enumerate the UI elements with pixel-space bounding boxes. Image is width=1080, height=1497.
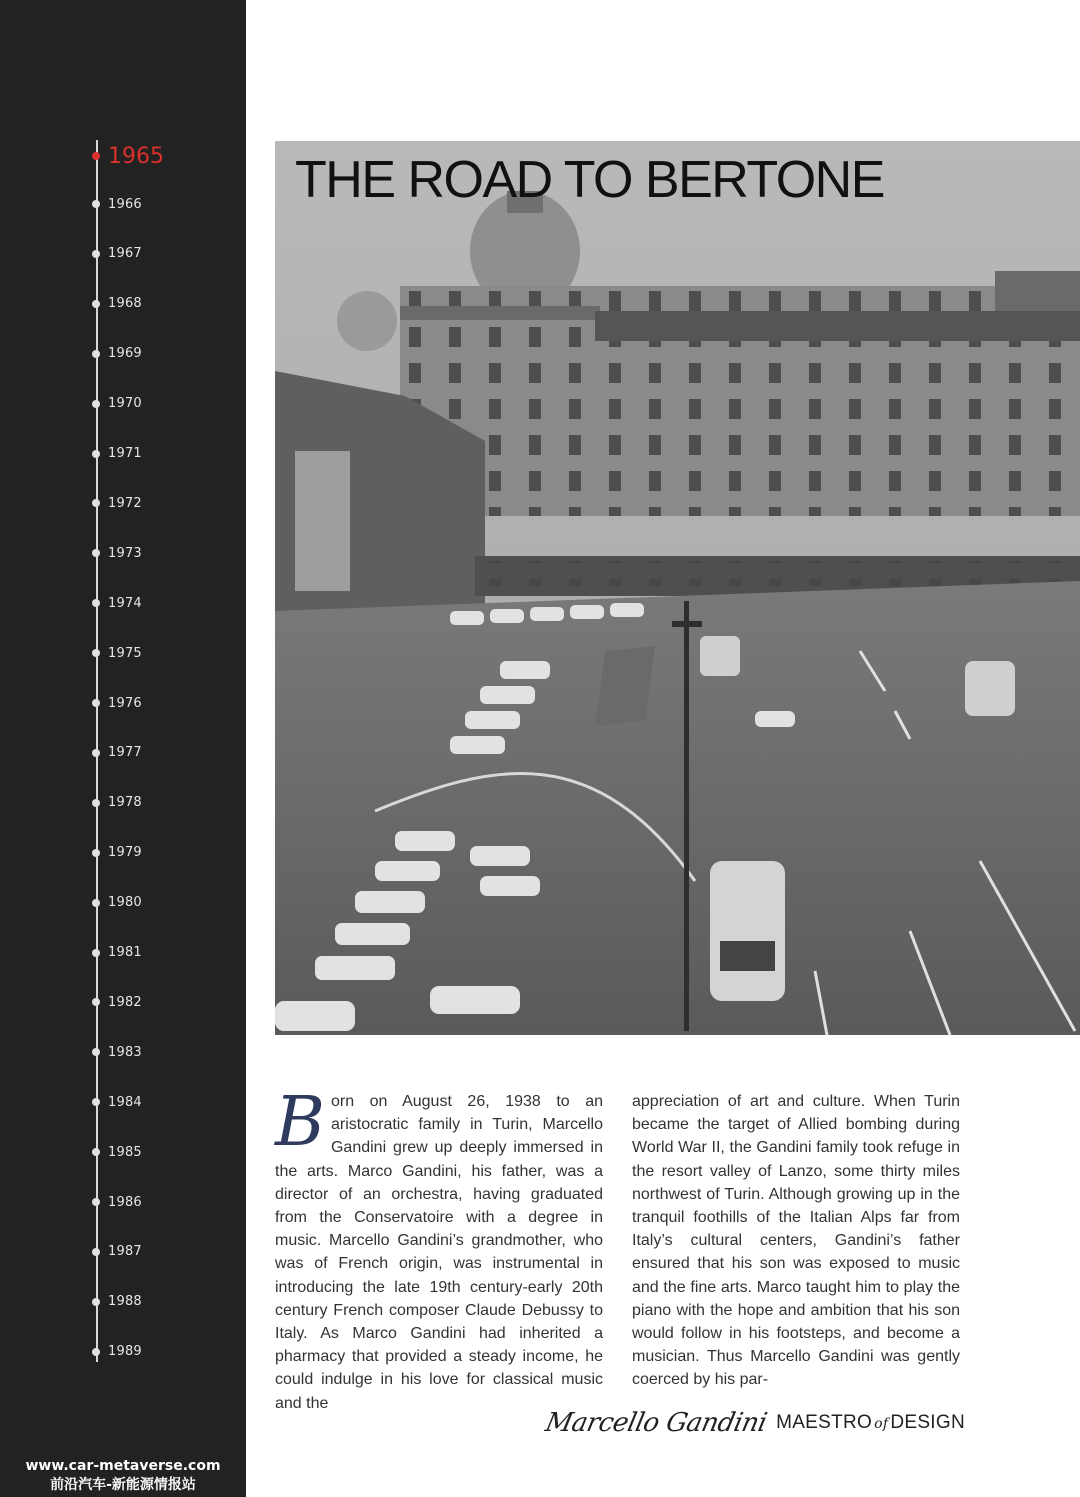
timeline-year-label: 1975 [108,645,142,661]
timeline-year[interactable] [92,493,142,513]
watermark [0,1456,246,1494]
signature-logo: Marcello Gandini [542,1408,770,1438]
timeline-year[interactable] [92,943,142,963]
timeline-year-active[interactable] [92,143,164,169]
timeline-year[interactable] [92,1292,142,1312]
timeline-year-label: 1986 [108,1194,142,1210]
article-column-1 [275,1083,603,1415]
timeline-year[interactable] [92,344,142,364]
brand-right: DESIGN [890,1412,965,1433]
timeline-dot [92,1248,100,1256]
timeline-year[interactable] [92,743,142,763]
timeline-year-label: 1983 [108,1044,142,1060]
timeline-year-label: 1988 [108,1294,142,1310]
timeline-year-label: 1982 [108,994,142,1010]
article-column-2 [632,1090,960,1392]
timeline-dot [92,949,100,957]
timeline-year-label: 1970 [108,396,142,412]
timeline-dot [92,1198,100,1206]
timeline-dot [92,1048,100,1056]
timeline-dot [92,1098,100,1106]
timeline-dot [92,400,100,408]
timeline-sidebar [0,0,246,1497]
timeline-year[interactable] [92,793,142,813]
watermark-cn: 前沿汽车-新能源情报站 [50,1477,196,1493]
column-1-text: orn on August 26, 1938 to an aristocratic family in Turin, Marcello Gandini grew up deeply immersed in the arts. Marco Gandini, his father, was a director of an orchestra, having graduated from the Conservatoire with a degree in music. Marcello Gandini’s grandmother, who was of French origin, was instrumental in introducing the late 19th century-early 20th century French composer Claude Debussy to Italy. As Marco Gandini had inherited a pharmacy that provided a steady income, he could indulge in his love for classical music and the [275,1093,603,1412]
timeline-year[interactable] [92,1342,142,1362]
timeline-year-label: 1973 [108,545,142,561]
timeline-dot [92,250,100,258]
drop-cap: B [275,1083,325,1162]
timeline-dot [92,350,100,358]
timeline-year-label: 1977 [108,745,142,761]
timeline-year[interactable] [92,444,142,464]
timeline-year[interactable] [92,1192,142,1212]
article-title: THE ROAD TO BERTONE [295,151,884,209]
timeline-year[interactable] [92,1042,142,1062]
timeline-dot [92,549,100,557]
timeline-year[interactable] [92,294,142,314]
timeline-dot [92,899,100,907]
timeline-year-label: 1965 [108,143,164,169]
timeline-year-label: 1971 [108,446,142,461]
brand-logo [776,1412,965,1434]
timeline-year[interactable] [92,643,142,663]
hero-photo [275,141,1080,1035]
timeline-dot [92,749,100,757]
timeline-dot [92,599,100,607]
timeline-dot [92,1148,100,1156]
timeline-year[interactable] [92,394,142,414]
timeline-dot [92,998,100,1006]
timeline-dot [92,849,100,857]
timeline-dot [92,300,100,308]
timeline-dot [92,799,100,807]
timeline-year-label: 1974 [108,595,142,611]
timeline-year[interactable] [92,992,142,1012]
timeline-year[interactable] [92,1142,142,1162]
timeline-dot [92,200,100,208]
timeline-year-label: 1968 [108,296,142,312]
timeline-year-label: 1989 [108,1344,142,1360]
timeline-year[interactable] [92,593,142,613]
column-2-text: appreciation of art and culture. When Turin became the target of Allied bombing during World War II, the Gandini family took refuge in the resort valley of Lanzo, some thirty miles northwest of Turin. Although growing up in the tranquil foothills of the Italian Alps far from Italy’s cultural centers, Gandini’s father ensured that his son was exposed to music and the fine arts. Marco taught him to play the piano with the hope and ambition that his son would follow in his footsteps, and become a musician. Thus Marcello Gandini was gently coerced by his par- [632,1093,960,1389]
timeline-year-label: 1980 [108,895,142,911]
timeline-year[interactable] [92,1092,142,1112]
timeline-year[interactable] [92,693,142,713]
timeline-year[interactable] [92,1242,142,1262]
brand-of: of [874,1416,889,1432]
timeline-dot [92,1298,100,1306]
timeline-year[interactable] [92,244,142,264]
timeline-year-label: 1981 [108,945,142,960]
timeline-year-label: 1979 [108,845,142,861]
timeline-year-label: 1972 [108,495,142,511]
timeline-year-label: 1967 [108,246,142,262]
watermark-site: www.car-metaverse.com [25,1458,221,1474]
timeline-dot [92,699,100,707]
timeline-year-label: 1985 [108,1144,142,1160]
timeline-dot [92,499,100,507]
timeline-dot [92,649,100,657]
timeline-year-label: 1978 [108,795,142,811]
timeline-year-label: 1987 [108,1244,142,1260]
timeline-year[interactable] [92,893,142,913]
timeline-dot [92,450,100,458]
timeline-year-label: 1969 [108,346,142,362]
timeline-year[interactable] [92,194,142,214]
timeline-dot-active [92,152,100,160]
brand-left: MAESTRO [776,1412,873,1433]
timeline-year[interactable] [92,843,142,863]
page-footer [542,1400,965,1446]
piazza-castello-photo [275,141,1080,1035]
timeline-year[interactable] [92,543,142,563]
timeline-year-label: 1984 [108,1094,142,1110]
timeline-year-label: 1966 [108,196,142,212]
timeline-dot [92,1348,100,1356]
timeline-year-label: 1976 [108,695,142,711]
